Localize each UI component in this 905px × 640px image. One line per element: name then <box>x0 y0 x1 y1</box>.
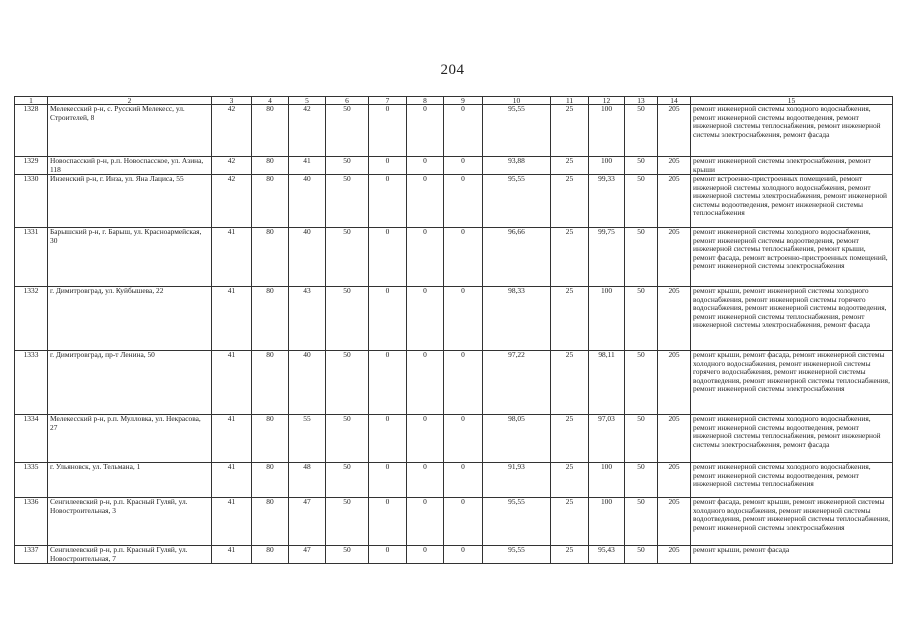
cell-col7: 0 <box>369 228 407 287</box>
cell-col12: 99,75 <box>589 228 625 287</box>
capital-repair-table <box>14 96 893 564</box>
cell-col10: 91,93 <box>483 463 551 498</box>
row-id: 1330 <box>15 175 48 228</box>
cell-col8: 0 <box>407 157 444 175</box>
cell-col8: 0 <box>407 287 444 351</box>
cell-col5: 48 <box>289 463 326 498</box>
cell-col5: 43 <box>289 287 326 351</box>
row-works: ремонт крыши, ремонт инженерной системы холодного водоснабжения, ремонт инженерной системы горячего водоснабжения, ремонт инженерной системы водоотведения, ремонт инженерной системы теплоснабжения, ремонт инженерной системы электроснабжения, ремонт фасада <box>691 287 893 351</box>
cell-col11: 25 <box>551 105 589 157</box>
cell-col9: 0 <box>444 463 483 498</box>
cell-col12: 95,43 <box>589 546 625 564</box>
header-cell: 3 <box>212 97 252 105</box>
table-row <box>15 498 893 546</box>
table-row <box>15 105 893 157</box>
cell-col10: 98,05 <box>483 415 551 463</box>
table-row <box>15 351 893 415</box>
row-id: 1329 <box>15 157 48 175</box>
row-works: ремонт инженерной системы холодного водоснабжения, ремонт инженерной системы водоотведения, ремонт инженерной системы теплоснабжения <box>691 463 893 498</box>
cell-col14: 205 <box>658 415 691 463</box>
cell-col3: 41 <box>212 351 252 415</box>
table-row <box>15 287 893 351</box>
table-row <box>15 175 893 228</box>
cell-col6: 50 <box>326 287 369 351</box>
cell-col11: 25 <box>551 498 589 546</box>
cell-col11: 25 <box>551 546 589 564</box>
row-works: ремонт крыши, ремонт фасада <box>691 546 893 564</box>
cell-col6: 50 <box>326 351 369 415</box>
row-id: 1337 <box>15 546 48 564</box>
cell-col13: 50 <box>625 175 658 228</box>
row-works: ремонт фасада, ремонт крыши, ремонт инженерной системы холодного водоснабжения, ремонт инженерной системы водоотведения, ремонт инженерной системы теплоснабжения, ремонт инженерной системы электроснабжения <box>691 498 893 546</box>
row-address: г. Ульяновск, ул. Тельмана, 1 <box>48 463 212 498</box>
cell-col9: 0 <box>444 105 483 157</box>
cell-col5: 47 <box>289 546 326 564</box>
header-cell: 1 <box>15 97 48 105</box>
cell-col10: 95,55 <box>483 546 551 564</box>
cell-col10: 97,22 <box>483 351 551 415</box>
cell-col10: 95,55 <box>483 498 551 546</box>
cell-col8: 0 <box>407 351 444 415</box>
row-works: ремонт крыши, ремонт фасада, ремонт инженерной системы холодного водоснабжения, ремонт инженерной системы горячего водоснабжения, ремонт инженерной системы водоотведения, ремонт инженерной системы теплоснабжения, ремонт инженерной системы электроснабжения <box>691 351 893 415</box>
row-works: ремонт инженерной системы холодного водоснабжения, ремонт инженерной системы водоотведения, ремонт инженерной системы теплоснабжения, ремонт инженерной системы электроснабжения, ремонт фасада <box>691 105 893 157</box>
header-cell: 12 <box>589 97 625 105</box>
cell-col3: 41 <box>212 498 252 546</box>
header-cell: 14 <box>658 97 691 105</box>
cell-col3: 42 <box>212 157 252 175</box>
row-id: 1331 <box>15 228 48 287</box>
header-cell: 8 <box>407 97 444 105</box>
cell-col7: 0 <box>369 498 407 546</box>
table-row <box>15 415 893 463</box>
cell-col13: 50 <box>625 105 658 157</box>
cell-col14: 205 <box>658 228 691 287</box>
cell-col13: 50 <box>625 546 658 564</box>
cell-col11: 25 <box>551 415 589 463</box>
row-id: 1334 <box>15 415 48 463</box>
row-id: 1328 <box>15 105 48 157</box>
cell-col12: 100 <box>589 498 625 546</box>
cell-col9: 0 <box>444 157 483 175</box>
cell-col4: 80 <box>252 351 289 415</box>
cell-col9: 0 <box>444 498 483 546</box>
cell-col8: 0 <box>407 228 444 287</box>
row-address: Сенгилеевский р-н, р.п. Красный Гуляй, ул. Новостроительная, 7 <box>48 546 212 564</box>
cell-col3: 41 <box>212 546 252 564</box>
cell-col8: 0 <box>407 105 444 157</box>
cell-col3: 42 <box>212 105 252 157</box>
cell-col3: 41 <box>212 463 252 498</box>
cell-col5: 55 <box>289 415 326 463</box>
cell-col7: 0 <box>369 546 407 564</box>
cell-col3: 41 <box>212 287 252 351</box>
cell-col7: 0 <box>369 287 407 351</box>
table-row <box>15 463 893 498</box>
cell-col3: 41 <box>212 228 252 287</box>
row-id: 1336 <box>15 498 48 546</box>
cell-col5: 41 <box>289 157 326 175</box>
cell-col14: 205 <box>658 287 691 351</box>
cell-col9: 0 <box>444 415 483 463</box>
row-address: Новоспасский р-н, р.п. Новоспасское, ул. Азина, 118 <box>48 157 212 175</box>
cell-col9: 0 <box>444 287 483 351</box>
cell-col4: 80 <box>252 228 289 287</box>
cell-col12: 99,33 <box>589 175 625 228</box>
cell-col9: 0 <box>444 351 483 415</box>
cell-col14: 205 <box>658 498 691 546</box>
row-address: Сенгилеевский р-н, р.п. Красный Гуляй, ул. Новостроительная, 3 <box>48 498 212 546</box>
cell-col4: 80 <box>252 415 289 463</box>
header-cell: 7 <box>369 97 407 105</box>
cell-col12: 100 <box>589 157 625 175</box>
cell-col5: 40 <box>289 228 326 287</box>
cell-col10: 95,55 <box>483 105 551 157</box>
row-id: 1333 <box>15 351 48 415</box>
header-cell: 2 <box>48 97 212 105</box>
cell-col4: 80 <box>252 175 289 228</box>
cell-col3: 42 <box>212 175 252 228</box>
header-row <box>15 97 893 105</box>
cell-col10: 93,88 <box>483 157 551 175</box>
cell-col14: 205 <box>658 105 691 157</box>
cell-col7: 0 <box>369 157 407 175</box>
row-works: ремонт инженерной системы холодного водоснабжения, ремонт инженерной системы водоотведения, ремонт инженерной системы теплоснабжения, ремонт крыши, ремонт фасада, ремонт встроенно-пристроенных помещений, ремонт инженерной системы электроснабжения <box>691 228 893 287</box>
cell-col7: 0 <box>369 175 407 228</box>
header-cell: 4 <box>252 97 289 105</box>
row-id: 1332 <box>15 287 48 351</box>
cell-col11: 25 <box>551 463 589 498</box>
cell-col4: 80 <box>252 498 289 546</box>
cell-col3: 41 <box>212 415 252 463</box>
cell-col6: 50 <box>326 157 369 175</box>
cell-col7: 0 <box>369 463 407 498</box>
cell-col5: 47 <box>289 498 326 546</box>
cell-col13: 50 <box>625 287 658 351</box>
header-cell: 13 <box>625 97 658 105</box>
cell-col11: 25 <box>551 228 589 287</box>
table-row <box>15 228 893 287</box>
cell-col13: 50 <box>625 498 658 546</box>
cell-col6: 50 <box>326 105 369 157</box>
cell-col9: 0 <box>444 175 483 228</box>
cell-col9: 0 <box>444 546 483 564</box>
header-cell: 10 <box>483 97 551 105</box>
header-cell: 6 <box>326 97 369 105</box>
row-address: Инзенский р-н, г. Инза, ул. Яна Лациса, 55 <box>48 175 212 228</box>
cell-col6: 50 <box>326 415 369 463</box>
cell-col13: 50 <box>625 351 658 415</box>
cell-col6: 50 <box>326 546 369 564</box>
cell-col4: 80 <box>252 105 289 157</box>
header-cell: 15 <box>691 97 893 105</box>
cell-col6: 50 <box>326 498 369 546</box>
cell-col14: 205 <box>658 157 691 175</box>
cell-col9: 0 <box>444 228 483 287</box>
cell-col13: 50 <box>625 415 658 463</box>
cell-col8: 0 <box>407 498 444 546</box>
cell-col8: 0 <box>407 415 444 463</box>
page-number: 204 <box>440 62 465 78</box>
cell-col13: 50 <box>625 228 658 287</box>
cell-col13: 50 <box>625 463 658 498</box>
cell-col10: 95,55 <box>483 175 551 228</box>
cell-col10: 96,66 <box>483 228 551 287</box>
row-address: г. Димитровград, ул. Куйбышева, 22 <box>48 287 212 351</box>
cell-col4: 80 <box>252 546 289 564</box>
row-works: ремонт встроенно-пристроенных помещений, ремонт инженерной системы холодного водоснабжения, ремонт инженерной системы электроснабжения, ремонт инженерной системы водоотведения, ремонт инженерной системы теплоснабжения <box>691 175 893 228</box>
cell-col12: 100 <box>589 463 625 498</box>
cell-col6: 50 <box>326 463 369 498</box>
cell-col14: 205 <box>658 463 691 498</box>
row-address: Мелекесский р-н, р.п. Мулловка, ул. Некрасова, 27 <box>48 415 212 463</box>
cell-col5: 40 <box>289 351 326 415</box>
cell-col14: 205 <box>658 175 691 228</box>
cell-col12: 100 <box>589 105 625 157</box>
table-row <box>15 546 893 564</box>
row-works: ремонт инженерной системы холодного водоснабжения, ремонт инженерной системы водоотведения, ремонт инженерной системы теплоснабжения, ремонт инженерной системы электроснабжения, ремонт фасада <box>691 415 893 463</box>
table-row <box>15 157 893 175</box>
cell-col14: 205 <box>658 351 691 415</box>
cell-col11: 25 <box>551 351 589 415</box>
cell-col8: 0 <box>407 546 444 564</box>
cell-col5: 40 <box>289 175 326 228</box>
cell-col10: 98,33 <box>483 287 551 351</box>
cell-col6: 50 <box>326 175 369 228</box>
cell-col13: 50 <box>625 157 658 175</box>
cell-col11: 25 <box>551 175 589 228</box>
cell-col4: 80 <box>252 157 289 175</box>
cell-col8: 0 <box>407 175 444 228</box>
row-address: г. Димитровград, пр-т Ленина, 50 <box>48 351 212 415</box>
cell-col12: 98,11 <box>589 351 625 415</box>
row-id: 1335 <box>15 463 48 498</box>
cell-col4: 80 <box>252 287 289 351</box>
cell-col5: 42 <box>289 105 326 157</box>
cell-col4: 80 <box>252 463 289 498</box>
row-works: ремонт инженерной системы электроснабжения, ремонт крыши <box>691 157 893 175</box>
cell-col6: 50 <box>326 228 369 287</box>
cell-col12: 97,03 <box>589 415 625 463</box>
header-cell: 11 <box>551 97 589 105</box>
cell-col7: 0 <box>369 351 407 415</box>
cell-col12: 100 <box>589 287 625 351</box>
row-address: Барышский р-н, г. Барыш, ул. Красноармейская, 30 <box>48 228 212 287</box>
cell-col11: 25 <box>551 157 589 175</box>
cell-col14: 205 <box>658 546 691 564</box>
cell-col11: 25 <box>551 287 589 351</box>
header-cell: 5 <box>289 97 326 105</box>
cell-col7: 0 <box>369 105 407 157</box>
cell-col8: 0 <box>407 463 444 498</box>
row-address: Мелекесский р-н, с. Русский Мелекесс, ул. Строителей, 8 <box>48 105 212 157</box>
cell-col7: 0 <box>369 415 407 463</box>
header-cell: 9 <box>444 97 483 105</box>
